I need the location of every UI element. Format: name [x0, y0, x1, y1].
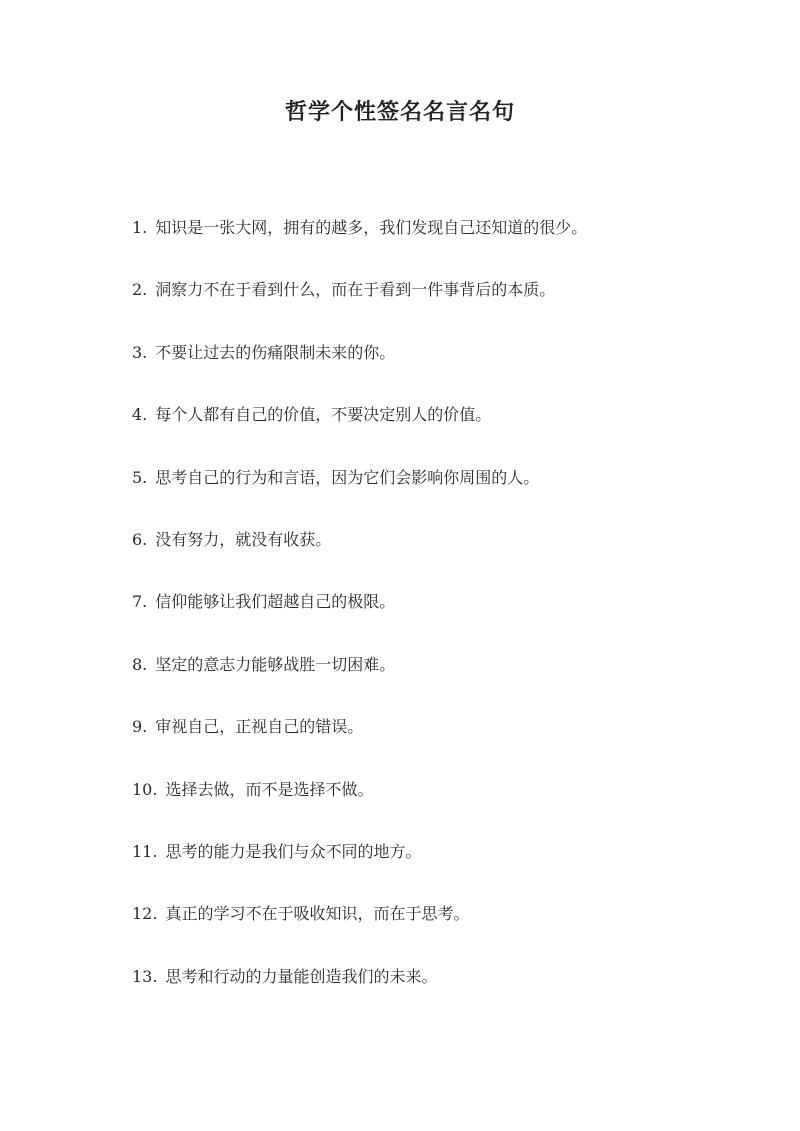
item-number: 7. — [132, 592, 148, 612]
page-title: 哲学个性签名名言名句 — [284, 99, 515, 125]
item-number: 6. — [132, 529, 148, 549]
list-item — [132, 653, 752, 715]
item-number: 5. — [132, 467, 148, 487]
item-number: 2. — [132, 280, 148, 300]
item-text: 洞察力不在于看到什么，而在于看到一件事背后的本质。 — [155, 280, 556, 300]
item-text: 坚定的意志力能够战胜一切困难。 — [155, 654, 396, 674]
item-text: 没有努力，就没有收获。 — [155, 529, 332, 549]
item-number: 8. — [132, 654, 148, 674]
item-number: 9. — [132, 717, 148, 737]
item-text: 思考的能力是我们与众不同的地方。 — [165, 841, 422, 861]
quote-list — [132, 216, 752, 1027]
list-item — [132, 528, 752, 590]
list-item — [132, 466, 752, 528]
list-item — [132, 278, 752, 340]
item-text: 真正的学习不在于吸收知识，而在于思考。 — [165, 904, 470, 924]
list-item — [132, 403, 752, 465]
item-text: 每个人都有自己的价值，不要决定别人的价值。 — [155, 405, 492, 425]
item-text: 知识是一张大网，拥有的越多，我们发现自己还知道的很少。 — [155, 218, 588, 237]
item-text: 思考自己的行为和言语，因为它们会影响你周围的人。 — [155, 467, 540, 487]
list-item — [132, 902, 752, 964]
item-text: 信仰能够让我们超越自己的极限。 — [155, 592, 396, 612]
item-text: 审视自己，正视自己的错误。 — [155, 717, 364, 737]
item-number: 12. — [132, 904, 158, 924]
item-number: 3. — [132, 342, 148, 362]
item-number: 13. — [132, 966, 158, 986]
list-item — [132, 840, 752, 902]
list-item — [132, 715, 752, 777]
list-item — [132, 216, 752, 278]
item-text: 选择去做，而不是选择不做。 — [165, 779, 374, 799]
list-item — [132, 341, 752, 403]
list-item — [132, 778, 752, 840]
item-text: 不要让过去的伤痛限制未来的你。 — [155, 342, 396, 362]
item-number: 10. — [132, 779, 158, 799]
list-item — [132, 590, 752, 652]
item-number: 1. — [132, 218, 148, 237]
item-text: 思考和行动的力量能创造我们的未来。 — [165, 966, 438, 986]
item-number: 11. — [132, 841, 158, 861]
item-number: 4. — [132, 405, 148, 425]
list-item — [132, 965, 752, 1027]
